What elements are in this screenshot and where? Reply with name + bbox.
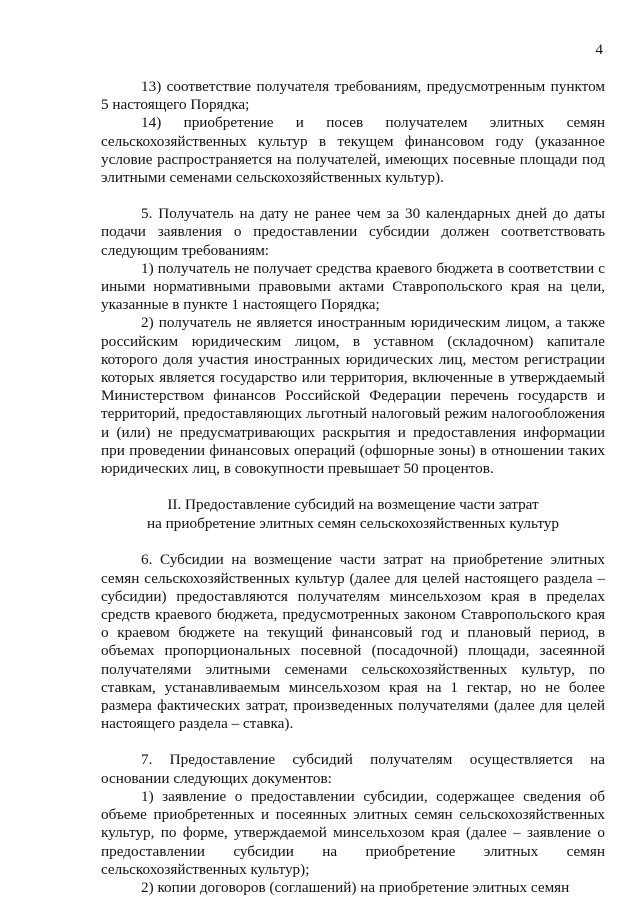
section-heading (101, 496, 605, 533)
page-number: 4 (595, 42, 603, 58)
paragraph-clause-5: 5. Получатель на дату не ранее чем за 30 календарных дней до даты подачи заявления о предоставлении субсидии должен соответствовать следующим требованиям: (101, 205, 605, 259)
paragraph-clause-7: 7. Предоставление субсидий получателям осуществляется на основании следующих документов: (101, 751, 605, 787)
document-body (101, 78, 605, 897)
paragraph-clause-6: 6. Субсидии на возмещение части затрат на приобретение элитных семян сельскохозяйственных культур (далее для целей настоящего раздела – субсидии) предоставляются получателям минсельхозом края в пределах средств краевого бюджета, предусмотренных законом Ставропольского края о краевом бюджете на текущий финансовый год и плановый период, в объемах пропорциональных посевной (посадочной) площади, засеянной получателями элитными семенами сельскохозяйственных культур, по ставкам, устанавливаемым минсельхозом края на 1 гектар, но не более размера фактических затрат, произведенных получателями (далее для целей настоящего раздела – ставка). (101, 551, 605, 733)
paragraph-clause-7-item-2: 2) копии договоров (соглашений) на приобретение элитных семян (141, 878, 570, 896)
paragraph-clause-5-item-2: 2) получатель не является иностранным юридическим лицом, а также российским юридическим лицом, в уставном (складочном) капитале которого доля участия иностранных юридических лиц, местом регистрации которых является государство или территория, включенные в утверждаемый Министерством финансов Российской Федерации перечень государств и территорий, предоставляющих льготный налоговый режим налогообложения и (или) не предусматривающих раскрытия и предоставления информации при проведении финансовых операций (офшорные зоны) в отношении таких юридических лиц, в совокупности превышает 50 процентов. (101, 314, 605, 478)
section-heading-line-1: II. Предоставление субсидий на возмещение части затрат (167, 496, 539, 514)
paragraph-item-13: 13) соответствие получателя требованиям, предусмотренным пунктом 5 настоящего Порядка; (101, 78, 605, 114)
section-heading-line-2: на приобретение элитных семян сельскохозяйственных культур (147, 514, 559, 532)
paragraph-clause-7-item-1: 1) заявление о предоставлении субсидии, содержащее сведения об объеме приобретенных и посеянных элитных семян сельскохозяйственных культур, по форме, утверждаемой минсельхозом края (далее – заявление о предоставлении субсидии на приобретение элитных семян сельскохозяйственных культур); (101, 787, 605, 878)
paragraph-item-14: 14) приобретение и посев получателем элитных семян сельскохозяйственных культур в текущем финансовом году (указанное условие распространяется на получателей, имеющих посевные площади под элитными семенами сельскохозяйственных культур). (101, 114, 605, 187)
paragraph-clause-5-item-1: 1) получатель не получает средства краевого бюджета в соответствии с иными нормативными правовыми актами Ставропольского края на цели, указанные в пункте 1 настоящего Порядка; (101, 259, 605, 314)
